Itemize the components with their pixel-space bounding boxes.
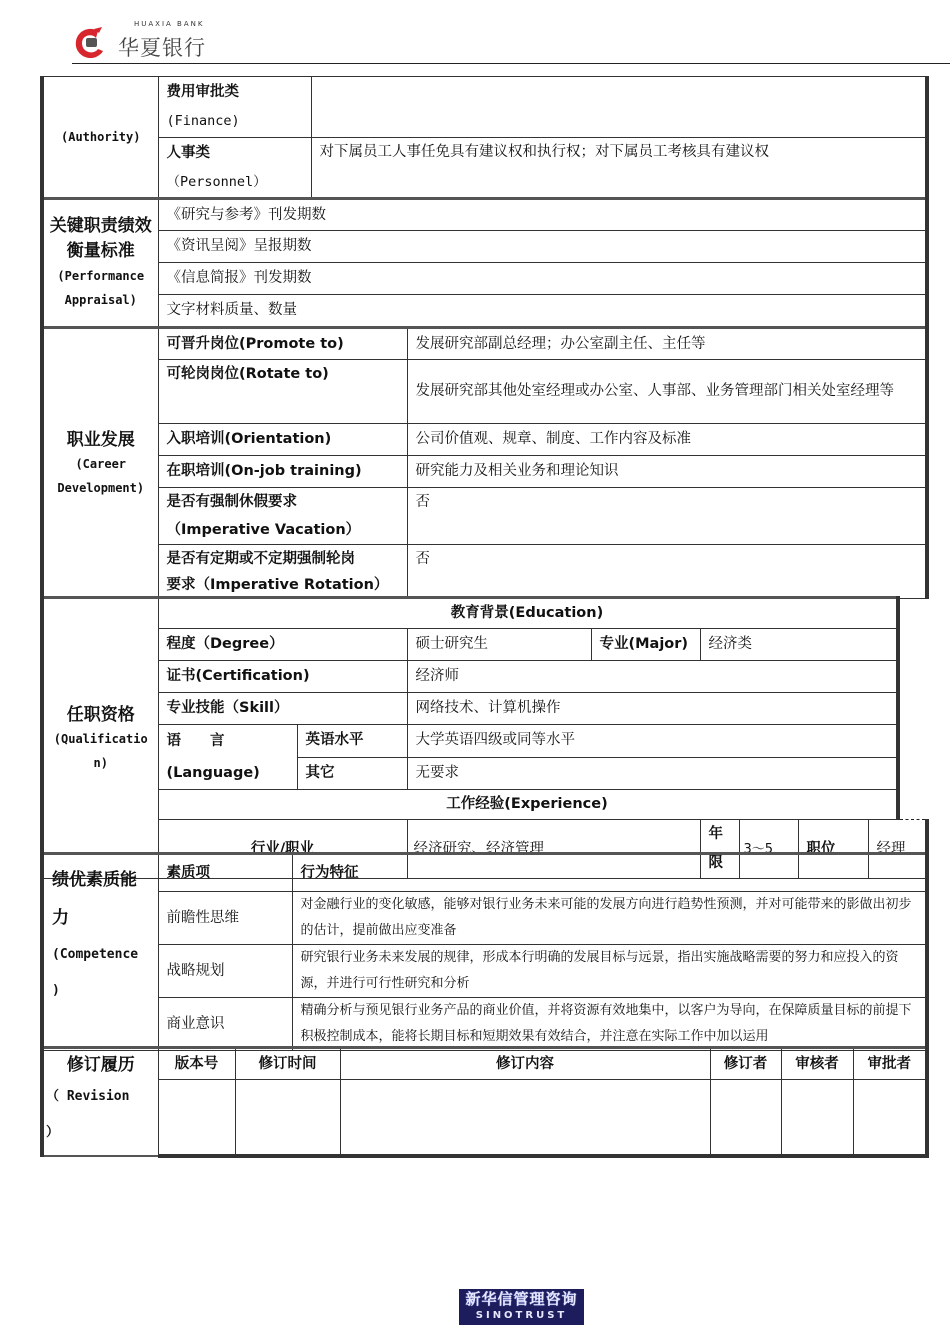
certification-value: 经济师 xyxy=(407,661,898,693)
degree-label: 程度（Degree） xyxy=(158,629,407,661)
competence-behavior: 精确分析与预见银行业务产品的商业价值，并将资源有效地集中，以客户为导向，在保障质量目标的前提下积极控制成本，能将长期目标和短期效果有效结合，并注意在实际工作中加以运用 xyxy=(292,998,927,1051)
career-key-onjob: 在职培训(On-job training) xyxy=(158,456,407,488)
competence-behavior: 对金融行业的变化敏感，能够对银行业务未来可能的发展方向进行趋势性预测，并对可能带来的影做出初步的估计，提前做出应变准备 xyxy=(292,892,927,945)
competence-col-behavior: 行为特征 xyxy=(292,854,927,892)
career-key-rotate: 可轮岗岗位(Rotate to) xyxy=(158,360,407,424)
major-label: 专业(Major) xyxy=(591,629,700,661)
position-label: 职位 xyxy=(798,820,868,879)
career-value-rotate: 发展研究部其他处室经理或办公室、人事部、业务管理部门相关处室经理等 xyxy=(407,360,927,424)
english-value: 大学英语四级或同等水平 xyxy=(407,725,898,758)
career-key-orientation: 入职培训(Orientation) xyxy=(158,424,407,456)
career-value-onjob: 研究能力及相关业务和理论知识 xyxy=(407,456,927,488)
huaxia-logo-icon xyxy=(72,25,108,61)
years-label: 年限 xyxy=(700,820,739,879)
performance-item: 《研究与参考》刊发期数 xyxy=(158,199,927,231)
degree-value: 硕士研究生 xyxy=(407,629,591,661)
authority-performance-table xyxy=(40,76,929,327)
performance-item: 《资讯呈阅》呈报期数 xyxy=(158,231,927,263)
revision-cell[interactable] xyxy=(340,1080,710,1156)
industry-label: 行业/职业 xyxy=(158,820,407,879)
competence-label: 绩优素质能 力 (Competence ) xyxy=(42,854,158,1051)
authority-label: (Authority) xyxy=(42,77,158,199)
revision-label: 修订履历 （ Revision ） xyxy=(42,1048,158,1156)
performance-item: 文字材料质量、数量 xyxy=(158,295,927,327)
competence-item: 前瞻性思维 xyxy=(158,892,292,945)
other-language-label: 其它 xyxy=(297,757,407,790)
competence-col-item: 素质项 xyxy=(158,854,292,892)
revision-col-content: 修订内容 xyxy=(340,1048,710,1080)
sinotrust-logo-cn: 新华信管理咨询 xyxy=(465,1290,578,1308)
qualification-table xyxy=(40,596,929,879)
language-label: 语 言 (Language) xyxy=(158,725,297,790)
years-value: 3～5 xyxy=(739,820,798,879)
other-language-value: 无要求 xyxy=(407,757,898,790)
skill-label: 专业技能（Skill） xyxy=(158,693,407,725)
career-key-vacation: 是否有强制休假要求 （Imperative Vacation） xyxy=(158,488,407,545)
revision-col-approver: 审批者 xyxy=(853,1048,927,1080)
revision-col-date: 修订时间 xyxy=(235,1048,340,1080)
huaxia-bank-logo xyxy=(72,20,206,62)
logo-english-text: HUAXIA BANK xyxy=(134,20,205,28)
career-value-orientation: 公司价值观、规章、制度、工作内容及标准 xyxy=(407,424,927,456)
position-value: 经理 xyxy=(868,820,927,879)
revision-col-reviewer: 审核者 xyxy=(781,1048,853,1080)
header-divider xyxy=(72,63,950,64)
revision-table xyxy=(40,1046,929,1158)
education-title: 教育背景(Education) xyxy=(158,598,898,629)
sinotrust-logo-en: SINOTRUST xyxy=(475,1310,568,1321)
career-value-vacation: 否 xyxy=(407,488,927,545)
career-label: 职业发展 (Career Development) xyxy=(42,328,158,599)
qualification-label: 任职资格 (Qualificatio n) xyxy=(42,598,158,879)
english-label: 英语水平 xyxy=(297,725,407,758)
revision-col-version: 版本号 xyxy=(158,1048,235,1080)
major-value: 经济类 xyxy=(700,629,898,661)
authority-finance-value xyxy=(311,77,927,138)
career-development-table xyxy=(40,326,929,599)
authority-personnel-value: 对下属员工人事任免具有建议权和执行权；对下属员工考核具有建议权 xyxy=(311,138,927,199)
revision-cell[interactable] xyxy=(235,1080,340,1156)
career-value-promote: 发展研究部副总经理；办公室副主任、主任等 xyxy=(407,328,927,360)
revision-cell[interactable] xyxy=(710,1080,781,1156)
logo-chinese-text: 华夏银行 xyxy=(118,36,206,60)
authority-personnel-key: 人事类 （Personnel） xyxy=(158,138,311,199)
experience-title: 工作经验(Experience) xyxy=(158,790,898,820)
sinotrust-logo xyxy=(459,1289,584,1325)
competence-table xyxy=(40,852,929,1051)
industry-value: 经济研究、经济管理 xyxy=(407,820,700,879)
competence-behavior: 研究银行业务未来发展的规律，形成本行明确的发展目标与远景，指出实施战略需要的努力和应投入的资源，并进行可行性研究和分析 xyxy=(292,945,927,998)
career-key-promote: 可晋升岗位(Promote to) xyxy=(158,328,407,360)
career-value-rotation: 否 xyxy=(407,545,927,599)
performance-item: 《信息简报》刊发期数 xyxy=(158,263,927,295)
career-key-rotation: 是否有定期或不定期强制轮岗 要求（Imperative Rotation） xyxy=(158,545,407,599)
revision-col-reviser: 修订者 xyxy=(710,1048,781,1080)
authority-finance-key: 费用审批类 (Finance) xyxy=(158,77,311,138)
revision-cell[interactable] xyxy=(853,1080,927,1156)
skill-value: 网络技术、计算机操作 xyxy=(407,693,898,725)
revision-cell[interactable] xyxy=(781,1080,853,1156)
certification-label: 证书(Certification) xyxy=(158,661,407,693)
competence-item: 战略规划 xyxy=(158,945,292,998)
performance-label: 关键职责绩效衡量标准 (Performance Appraisal) xyxy=(42,199,158,327)
competence-item: 商业意识 xyxy=(158,998,292,1051)
revision-cell[interactable] xyxy=(158,1080,235,1156)
